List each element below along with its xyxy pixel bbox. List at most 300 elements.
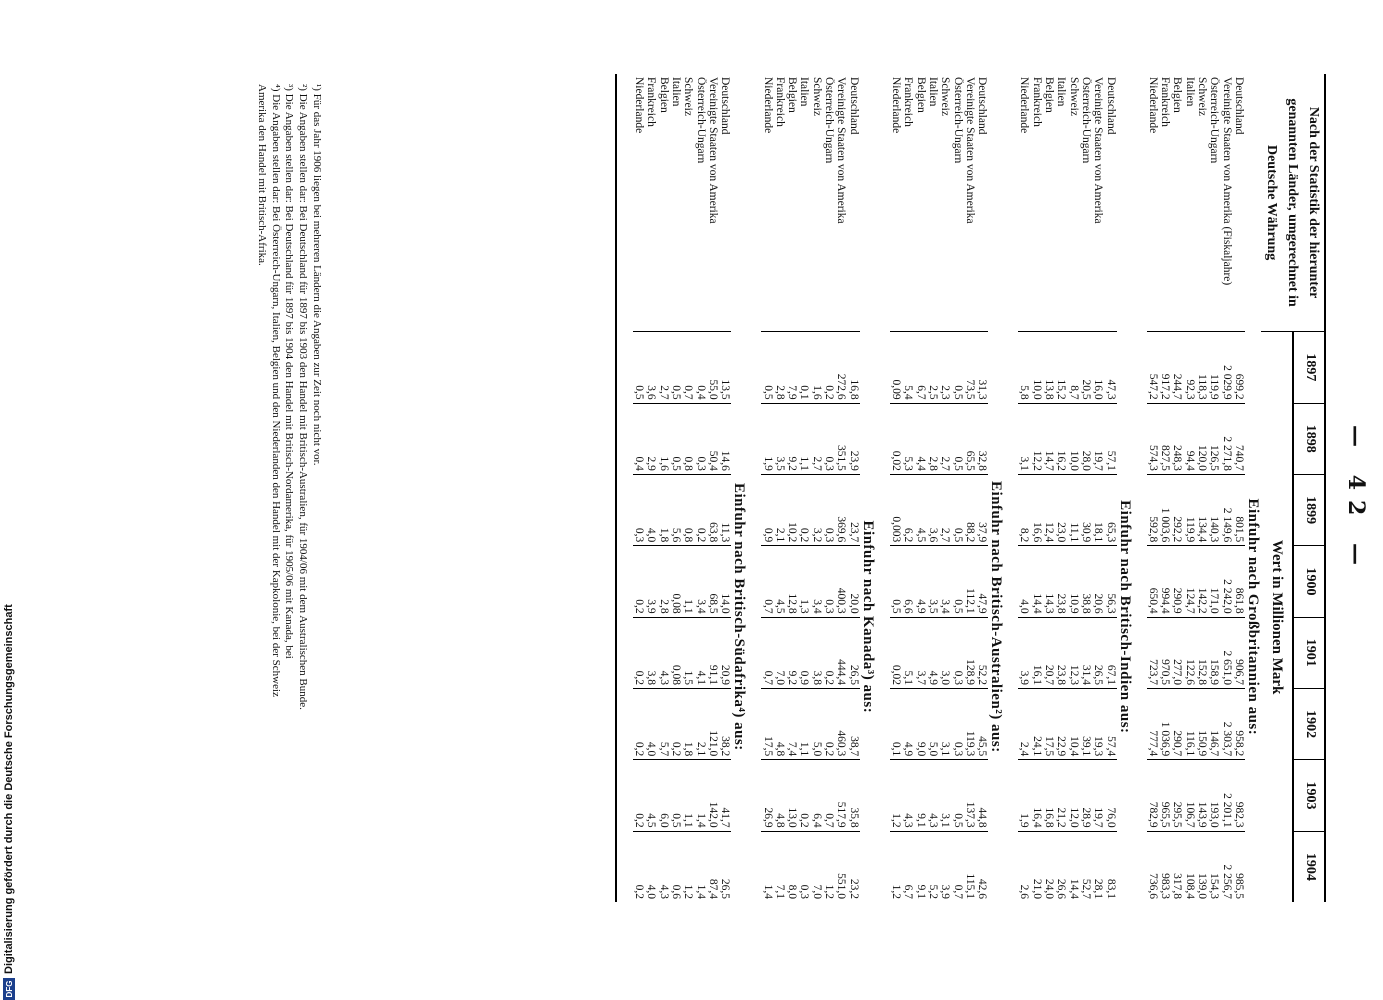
country-name: Italien — [798, 77, 811, 107]
value-cell: 351,5 — [835, 403, 847, 474]
value-cell: 3,9 — [645, 546, 657, 617]
value-cell: 21,2 — [1055, 760, 1067, 831]
value-cell: 92,3 — [1183, 332, 1195, 403]
value-cell: 1,1 — [798, 688, 810, 759]
value-cell: 5,2 — [927, 831, 939, 902]
table-row — [1147, 74, 1159, 902]
value-cell: 20,5 — [1080, 332, 1092, 403]
table-row — [798, 74, 810, 902]
table-row — [1171, 74, 1183, 902]
value-cell: 10,4 — [1067, 688, 1079, 759]
value-cell: 4,0 — [645, 688, 657, 759]
table-row — [633, 74, 645, 902]
value-cell: 119,9 — [1208, 332, 1220, 403]
value-cell: 736,6 — [1147, 831, 1159, 902]
country-name: Frankreich — [773, 77, 786, 127]
value-cell: 10,0 — [1067, 403, 1079, 474]
section-header-row — [731, 74, 747, 902]
value-cell: 146,7 — [1208, 688, 1220, 759]
year-header: 1898 — [1293, 403, 1325, 474]
value-cell: 140,3 — [1208, 474, 1220, 545]
value-cell: 26,6 — [1055, 831, 1067, 902]
table-row — [707, 74, 719, 902]
value-cell: 0,5 — [951, 474, 963, 545]
value-cell: 44,8 — [976, 760, 988, 831]
value-cell: 9,1 — [914, 760, 926, 831]
value-cell: 193,0 — [1208, 760, 1220, 831]
value-cell: 3,9 — [1018, 617, 1030, 688]
table-row — [1080, 74, 1092, 902]
value-cell: 35,8 — [847, 760, 859, 831]
section-gap — [1004, 74, 1018, 902]
section-spacer — [860, 74, 876, 332]
value-cell: 277,0 — [1171, 617, 1183, 688]
table-row — [914, 74, 926, 902]
value-cell: 57,1 — [1104, 403, 1116, 474]
value-cell: 0,08 — [670, 617, 682, 688]
value-cell: 9,2 — [786, 617, 798, 688]
year-header: 1903 — [1293, 760, 1325, 831]
country-name: Niederlande — [1018, 77, 1031, 134]
table-row — [761, 74, 773, 902]
value-cell: 15,2 — [1055, 332, 1067, 403]
value-cell: 983,3 — [1159, 831, 1171, 902]
value-cell: 65,5 — [964, 403, 976, 474]
value-cell: 444,4 — [835, 617, 847, 688]
value-cell: 0,08 — [670, 546, 682, 617]
footnote: Amerika den Handel mit Britisch-Afrika. — [256, 84, 268, 266]
value-cell: 0,8 — [682, 403, 694, 474]
value-cell: 3,5 — [927, 546, 939, 617]
value-cell: 2 651,0 — [1220, 617, 1232, 688]
value-cell: 1,2 — [682, 831, 694, 902]
value-cell: 1,1 — [798, 403, 810, 474]
value-cell: 14,4 — [1030, 546, 1042, 617]
value-cell: 9,0 — [914, 688, 926, 759]
value-cell: 3,6 — [645, 332, 657, 403]
value-cell: 1,4 — [761, 831, 773, 902]
value-cell: 2 242,0 — [1220, 546, 1232, 617]
table-row — [811, 74, 823, 902]
value-cell: 128,9 — [964, 617, 976, 688]
value-cell: 31,4 — [1080, 617, 1092, 688]
value-cell: 37,9 — [976, 474, 988, 545]
value-cell: 965,5 — [1159, 760, 1171, 831]
table-row — [1092, 74, 1104, 902]
value-cell: 26,5 — [847, 617, 859, 688]
section-spacer — [1117, 74, 1133, 332]
gap-cell — [1133, 74, 1147, 902]
table-row — [786, 74, 798, 902]
value-cell: 4,9 — [902, 688, 914, 759]
gap-cell — [1004, 74, 1018, 902]
country-name: Österreich-Ungarn — [951, 77, 964, 164]
value-cell: 2,8 — [657, 546, 669, 617]
value-cell: 8,2 — [1018, 474, 1030, 545]
value-cell: 5,4 — [902, 332, 914, 403]
value-cell: 0,7 — [823, 760, 835, 831]
country-name: Schweiz — [810, 77, 823, 116]
value-cell: 3,2 — [811, 474, 823, 545]
table-row — [847, 74, 859, 902]
value-cell: 5,8 — [1018, 332, 1030, 403]
value-cell: 272,6 — [835, 332, 847, 403]
value-cell: 12,3 — [1067, 617, 1079, 688]
section-gap — [619, 74, 633, 902]
value-cell: 10,9 — [1067, 546, 1079, 617]
country-name: Italien — [1055, 77, 1068, 107]
value-cell: 23,8 — [1055, 617, 1067, 688]
country-name: Vereinigte Staaten von Amerika — [835, 77, 848, 224]
table-row — [774, 74, 786, 902]
section-title: Einfuhr nach Britisch-Südafrika⁴) aus: — [731, 482, 748, 751]
value-cell: 0,02 — [890, 617, 902, 688]
value-cell: 917,2 — [1159, 332, 1171, 403]
value-cell: 19,7 — [1092, 760, 1104, 831]
table-row — [976, 74, 988, 902]
table-row — [1055, 74, 1067, 902]
value-cell: 2,7 — [939, 474, 951, 545]
section-header-row — [860, 74, 876, 902]
section-spacer — [1245, 74, 1261, 332]
section-header-row — [988, 74, 1004, 902]
country-name: Niederlande — [633, 77, 646, 134]
value-cell: 3,1 — [939, 760, 951, 831]
value-cell: 3,4 — [939, 546, 951, 617]
country-name: Schweiz — [682, 77, 695, 116]
value-cell: 2,3 — [939, 332, 951, 403]
value-cell: 4,8 — [774, 688, 786, 759]
value-cell: 6,7 — [914, 332, 926, 403]
country-name: Vereinigte Staaten von Amerika — [963, 77, 976, 224]
section-spacer — [988, 74, 1004, 332]
value-cell: 3,4 — [811, 546, 823, 617]
value-cell: 6,0 — [657, 760, 669, 831]
country-name: Vereinigte Staaten von Amerika (Fiskaljahre) — [1220, 77, 1233, 286]
value-cell: 2,1 — [774, 474, 786, 545]
value-cell: 67,1 — [1104, 617, 1116, 688]
value-cell: 142,2 — [1196, 546, 1208, 617]
year-header: 1900 — [1293, 546, 1325, 617]
value-cell: 108,4 — [1183, 831, 1195, 902]
value-cell: 68,5 — [707, 546, 719, 617]
value-cell: 120,0 — [1196, 403, 1208, 474]
country-name: Österreich-Ungarn — [694, 77, 707, 164]
value-cell: 290,7 — [1171, 688, 1183, 759]
value-cell: 3,4 — [694, 546, 706, 617]
country-name: Belgien — [786, 77, 799, 113]
value-cell: 50,4 — [707, 403, 719, 474]
value-cell: 52,7 — [1080, 831, 1092, 902]
value-cell: 958,2 — [1233, 688, 1245, 759]
country-name: Vereinigte Staaten von Amerika — [1092, 77, 1105, 224]
section-title: Einfuhr nach Britisch-Indien aus: — [1116, 500, 1133, 734]
value-cell: 0,9 — [798, 617, 810, 688]
value-cell: 3,1 — [1018, 403, 1030, 474]
value-cell: 12,4 — [1043, 474, 1055, 545]
value-cell: 11,3 — [719, 474, 731, 545]
value-cell: 23,8 — [1055, 546, 1067, 617]
section-title: Einfuhr nach Britisch-Australien²) aus: — [988, 481, 1005, 753]
value-cell: 547,2 — [1147, 332, 1159, 403]
value-cell: 5,0 — [927, 688, 939, 759]
value-cell: 13,0 — [786, 760, 798, 831]
value-cell: 2,1 — [694, 688, 706, 759]
table-row — [1183, 74, 1195, 902]
value-cell: 0,5 — [890, 546, 902, 617]
table-row — [1233, 74, 1245, 902]
value-cell: 4,5 — [645, 760, 657, 831]
value-cell: 4,8 — [774, 760, 786, 831]
value-cell: 801,5 — [1233, 474, 1245, 545]
value-cell: 14,0 — [719, 546, 731, 617]
value-cell: 3,0 — [939, 617, 951, 688]
value-cell: 21,0 — [1030, 831, 1042, 902]
value-cell: 2 271,8 — [1220, 403, 1232, 474]
value-cell: 119,9 — [1183, 474, 1195, 545]
value-cell: 994,4 — [1159, 546, 1171, 617]
value-cell: 0,5 — [951, 403, 963, 474]
value-cell: 0,3 — [633, 474, 645, 545]
value-cell: 16,2 — [1055, 403, 1067, 474]
value-cell: 369,6 — [835, 474, 847, 545]
value-cell: 0,5 — [633, 332, 645, 403]
year-header: 1897 — [1293, 332, 1325, 403]
value-cell: 0,2 — [694, 474, 706, 545]
value-cell: 139,0 — [1196, 831, 1208, 902]
value-cell: 699,2 — [1233, 332, 1245, 403]
value-cell: 4,9 — [914, 546, 926, 617]
value-cell: 5,0 — [811, 688, 823, 759]
value-cell: 38,7 — [847, 688, 859, 759]
section-title: Einfuhr nach Kanada³) aus: — [859, 520, 876, 714]
value-cell: 2,5 — [927, 332, 939, 403]
value-cell: 158,9 — [1208, 617, 1220, 688]
value-cell: 592,8 — [1147, 474, 1159, 545]
table-row — [835, 74, 847, 902]
country-name: Österreich-Ungarn — [823, 77, 836, 164]
table-row — [645, 74, 657, 902]
value-cell: 2 256,7 — [1220, 831, 1232, 902]
value-cell: 16,8 — [1043, 760, 1055, 831]
value-cell: 4,3 — [927, 760, 939, 831]
country-name: Belgien — [1171, 77, 1184, 113]
section-header-row — [1245, 74, 1261, 902]
value-cell: 154,3 — [1208, 831, 1220, 902]
value-cell: 10,0 — [1030, 332, 1042, 403]
value-cell: 0,2 — [798, 474, 810, 545]
value-cell: 0,003 — [890, 474, 902, 545]
value-cell: 5,3 — [902, 403, 914, 474]
value-cell: 0,5 — [670, 332, 682, 403]
value-cell: 94,4 — [1183, 403, 1195, 474]
value-cell: 0,5 — [951, 332, 963, 403]
value-cell: 1,8 — [682, 688, 694, 759]
value-cell: 3,1 — [939, 688, 951, 759]
value-cell: 551,0 — [835, 831, 847, 902]
value-cell: 317,8 — [1171, 831, 1183, 902]
gap-cell — [619, 74, 633, 902]
value-cell: 4,0 — [645, 831, 657, 902]
value-cell: 28,1 — [1092, 831, 1104, 902]
value-cell: 6,6 — [902, 546, 914, 617]
table-row — [1043, 74, 1055, 902]
value-cell: 171,0 — [1208, 546, 1220, 617]
page-number: — 42 — — [1343, 425, 1369, 575]
country-name: Deutschland — [719, 77, 732, 135]
value-cell: 12,2 — [1030, 403, 1042, 474]
country-name: Deutschland — [1232, 77, 1245, 135]
statistics-table — [615, 74, 1326, 902]
value-cell: 16,0 — [1092, 332, 1104, 403]
value-cell: 290,9 — [1171, 546, 1183, 617]
section-gap — [876, 74, 890, 902]
value-cell: 20,7 — [1043, 617, 1055, 688]
value-cell: 2,7 — [811, 403, 823, 474]
table-row — [1018, 74, 1030, 902]
value-cell: 143,9 — [1196, 760, 1208, 831]
value-cell: 1,5 — [682, 617, 694, 688]
value-cell: 2,8 — [774, 332, 786, 403]
value-cell: 31,3 — [976, 332, 988, 403]
value-cell: 124,7 — [1183, 546, 1195, 617]
country-name: Belgien — [914, 77, 927, 113]
value-cell: 0,2 — [823, 617, 835, 688]
value-cell: 0,3 — [823, 546, 835, 617]
value-cell: 2,7 — [939, 403, 951, 474]
country-name: Deutschland — [847, 77, 860, 135]
value-cell: 4,5 — [774, 546, 786, 617]
value-cell: 16,1 — [1030, 617, 1042, 688]
value-cell: 17,5 — [1043, 688, 1055, 759]
value-cell: 1,2 — [823, 831, 835, 902]
value-cell: 23,7 — [847, 474, 859, 545]
table-row — [719, 74, 731, 902]
table-row — [1104, 74, 1116, 902]
value-cell: 0,6 — [670, 831, 682, 902]
value-cell: 76,0 — [1104, 760, 1116, 831]
value-cell: 0,9 — [761, 474, 773, 545]
dfg-logo: DFG — [3, 978, 15, 1000]
country-name: Österreich-Ungarn — [1208, 77, 1221, 164]
value-cell: 460,3 — [835, 688, 847, 759]
table-row — [694, 74, 706, 902]
value-cell: 18,1 — [1092, 474, 1104, 545]
table-row — [1030, 74, 1042, 902]
country-name: Schweiz — [1196, 77, 1209, 116]
value-cell: 2,7 — [657, 332, 669, 403]
table-row — [1208, 74, 1220, 902]
country-name: Frankreich — [1030, 77, 1043, 127]
value-cell: 137,3 — [964, 760, 976, 831]
value-cell: 1,9 — [1018, 760, 1030, 831]
footnotes — [254, 84, 323, 914]
value-cell: 0,8 — [682, 474, 694, 545]
value-cell: 28,0 — [1080, 403, 1092, 474]
value-cell: 3,7 — [914, 617, 926, 688]
value-cell: 142,0 — [707, 760, 719, 831]
value-cell: 23,9 — [847, 403, 859, 474]
bottom-rule-cell — [616, 74, 619, 902]
value-cell: 5,1 — [902, 617, 914, 688]
value-cell: 2 303,7 — [1220, 688, 1232, 759]
credit-sidebar — [0, 0, 18, 1000]
country-name: Italien — [926, 77, 939, 107]
country-name: Italien — [670, 77, 683, 107]
value-cell: 112,1 — [964, 546, 976, 617]
value-cell: 2,9 — [645, 403, 657, 474]
value-cell: 13,8 — [1043, 332, 1055, 403]
country-name: Niederlande — [1146, 77, 1159, 134]
value-cell: 20,0 — [847, 546, 859, 617]
value-cell: 2 201,1 — [1220, 760, 1232, 831]
value-cell: 8,7 — [1067, 332, 1079, 403]
value-cell: 985,5 — [1233, 831, 1245, 902]
value-cell: 26,5 — [1092, 617, 1104, 688]
value-cell: 39,1 — [1080, 688, 1092, 759]
value-cell: 0,2 — [633, 760, 645, 831]
value-cell: 7,0 — [774, 617, 786, 688]
value-cell: 3,8 — [811, 617, 823, 688]
value-cell: 0,4 — [633, 403, 645, 474]
value-cell: 47,9 — [976, 546, 988, 617]
value-cell: 45,5 — [976, 688, 988, 759]
value-cell: 1,1 — [682, 760, 694, 831]
value-cell: 0,2 — [633, 617, 645, 688]
value-cell: 906,7 — [1233, 617, 1245, 688]
value-cell: 121,0 — [707, 688, 719, 759]
value-cell: 16,8 — [847, 332, 859, 403]
value-cell: 6,4 — [811, 760, 823, 831]
value-cell: 14,7 — [1043, 403, 1055, 474]
value-cell: 20,9 — [719, 617, 731, 688]
value-cell: 119,3 — [964, 688, 976, 759]
value-cell: 23,2 — [847, 831, 859, 902]
value-cell: 4,9 — [927, 617, 939, 688]
value-cell: 32,8 — [976, 403, 988, 474]
value-cell: 12,0 — [1067, 760, 1079, 831]
value-cell: 982,3 — [1233, 760, 1245, 831]
value-cell: 574,3 — [1147, 403, 1159, 474]
value-cell: 1,2 — [890, 760, 902, 831]
table-row — [964, 74, 976, 902]
value-cell: 1,4 — [694, 760, 706, 831]
value-cell: 41,7 — [719, 760, 731, 831]
year-header: 1901 — [1293, 617, 1325, 688]
value-cell: 2,6 — [1018, 831, 1030, 902]
value-cell: 7,0 — [811, 831, 823, 902]
unit-label: Wert in Millionen Mark — [1261, 332, 1293, 902]
value-cell: 38,8 — [1080, 546, 1092, 617]
value-cell: 0,3 — [951, 688, 963, 759]
table-row — [1220, 74, 1232, 902]
value-cell: 55,0 — [707, 332, 719, 403]
value-cell: 9,2 — [786, 403, 798, 474]
country-name: Niederlande — [890, 77, 903, 134]
country-name: Schweiz — [1067, 77, 1080, 116]
value-cell: 827,5 — [1159, 403, 1171, 474]
value-cell: 1,9 — [761, 403, 773, 474]
value-cell: 1,3 — [798, 546, 810, 617]
country-name: Deutschland — [1104, 77, 1117, 135]
value-cell: 19,3 — [1092, 688, 1104, 759]
table-row — [951, 74, 963, 902]
value-cell: 1 003,6 — [1159, 474, 1171, 545]
value-cell: 8,0 — [786, 831, 798, 902]
country-column-header: Nach der Statistik der hierunter genannten Länder, umgerechnet in Deutsche Währung — [1261, 74, 1325, 332]
footnote: ²) Die Angaben stellen dar: Bei Deutschland für 1897 bis 1903 den Handel mit Britisch-Australien, für 1904/06 mit dem Australischen Bunde. — [297, 84, 310, 710]
value-cell: 2,8 — [927, 403, 939, 474]
